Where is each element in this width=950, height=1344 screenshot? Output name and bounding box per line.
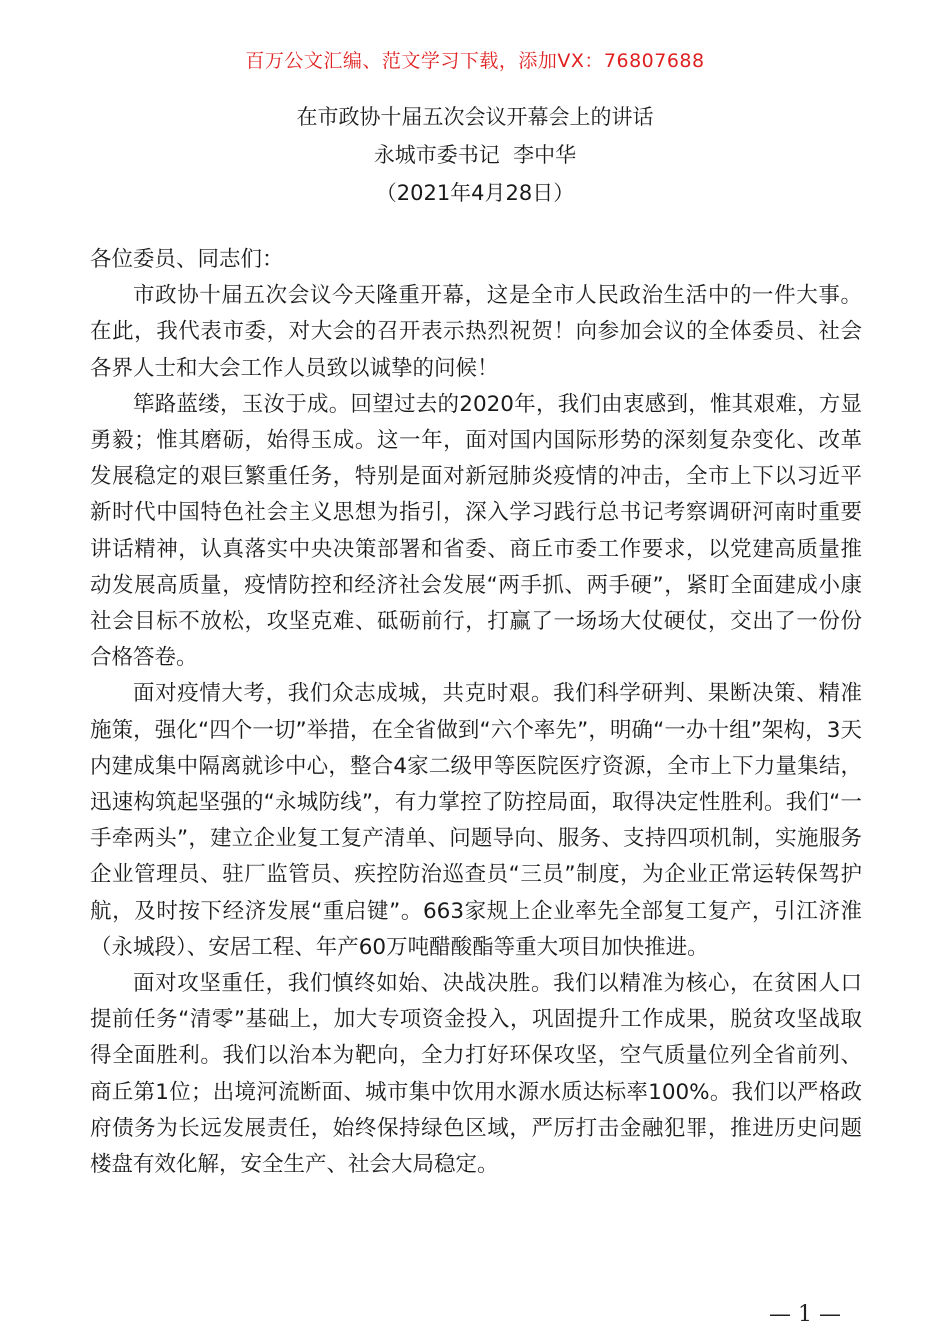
page-number: — 1 — [769,1302,841,1327]
watermark-banner: 百万公文汇编、范文学习下载，添加VX：76807688 [245,50,705,72]
title-block [0,98,950,212]
paragraph: 面对攻坚重任，我们慎终如始、决战决胜。我们以精准为核心，在贫困人口提前任务“清零”基础上，加大专项资金投入，巩固提升工作成果，脱贫攻坚战取得全面胜利。我们以治本为靶向，全力打好环保攻坚，空气质量位列全省前列、商丘第1位；出境河流断面、城市集中饮用水源水质达标率100%。我们以严格政府债务为长远发展责任，始终保持绿色区域，严厉打击金融犯罪，推进历史问题楼盘有效化解，安全生产、社会大局稳定。 [90,971,862,1178]
speech-title: 在市政协十届五次会议开幕会上的讲话 [296,105,654,129]
salutation: 各位委员、同志们： [90,247,284,272]
document-body [90,242,862,1183]
paragraph: 市政协十届五次会议今天隆重开幕，这是全市人民政治生活中的一件大事。在此，我代表市委，对大会的召开表示热烈祝贺！向参加会议的全体委员、社会各界人士和大会工作人员致以诚挚的问候！ [90,283,862,381]
paragraph: 筚路蓝缕，玉汝于成。回望过去的2020年，我们由衷感到，惟其艰难，方显勇毅；惟其磨砺，始得玉成。这一年，面对国内国际形势的深刻复杂变化、改革发展稳定的艰巨繁重任务，特别是面对新冠肺炎疫情的冲击，全市上下以习近平新时代中国特色社会主义思想为指引，深入学习践行总书记考察调研河南时重要讲话精神，认真落实中央决策部署和省委、商丘市委工作要求，以党建高质量推动发展高质量，疫情防控和经济社会发展“两手抓、两手硬”，紧盯全面建成小康社会目标不放松，攻坚克难、砥砺前行，打赢了一场场大仗硬仗，交出了一份份合格答卷。 [90,391,862,671]
paragraph: 面对疫情大考，我们众志成城，共克时艰。我们科学研判、果断决策、精准施策，强化“四个一切”举措，在全省做到“六个率先”，明确“一办十组”架构，3天内建成集中隔离就诊中心，整合4家二级甲等医院医疗资源，全市上下力量集结，迅速构筑起坚强的“永城防线”，有力掌控了防控局面，取得决定性胜利。我们“一手牵两头”，建立企业复工复产清单、问题导向、服务、支持四项机制，实施服务企业管理员、驻厂监管员、疾控防治巡查员“三员”制度，为企业正常运转保驾护航，及时按下经济发展“重启键”。663家规上企业率先全部复工复产，引江济淮（永城段）、安居工程、年产60万吨醋酸酯等重大项目加快推进。 [90,681,862,960]
speech-date: （2021年4月28日） [375,181,575,205]
speaker-line: 永城市委书记 李中华 [373,143,577,167]
